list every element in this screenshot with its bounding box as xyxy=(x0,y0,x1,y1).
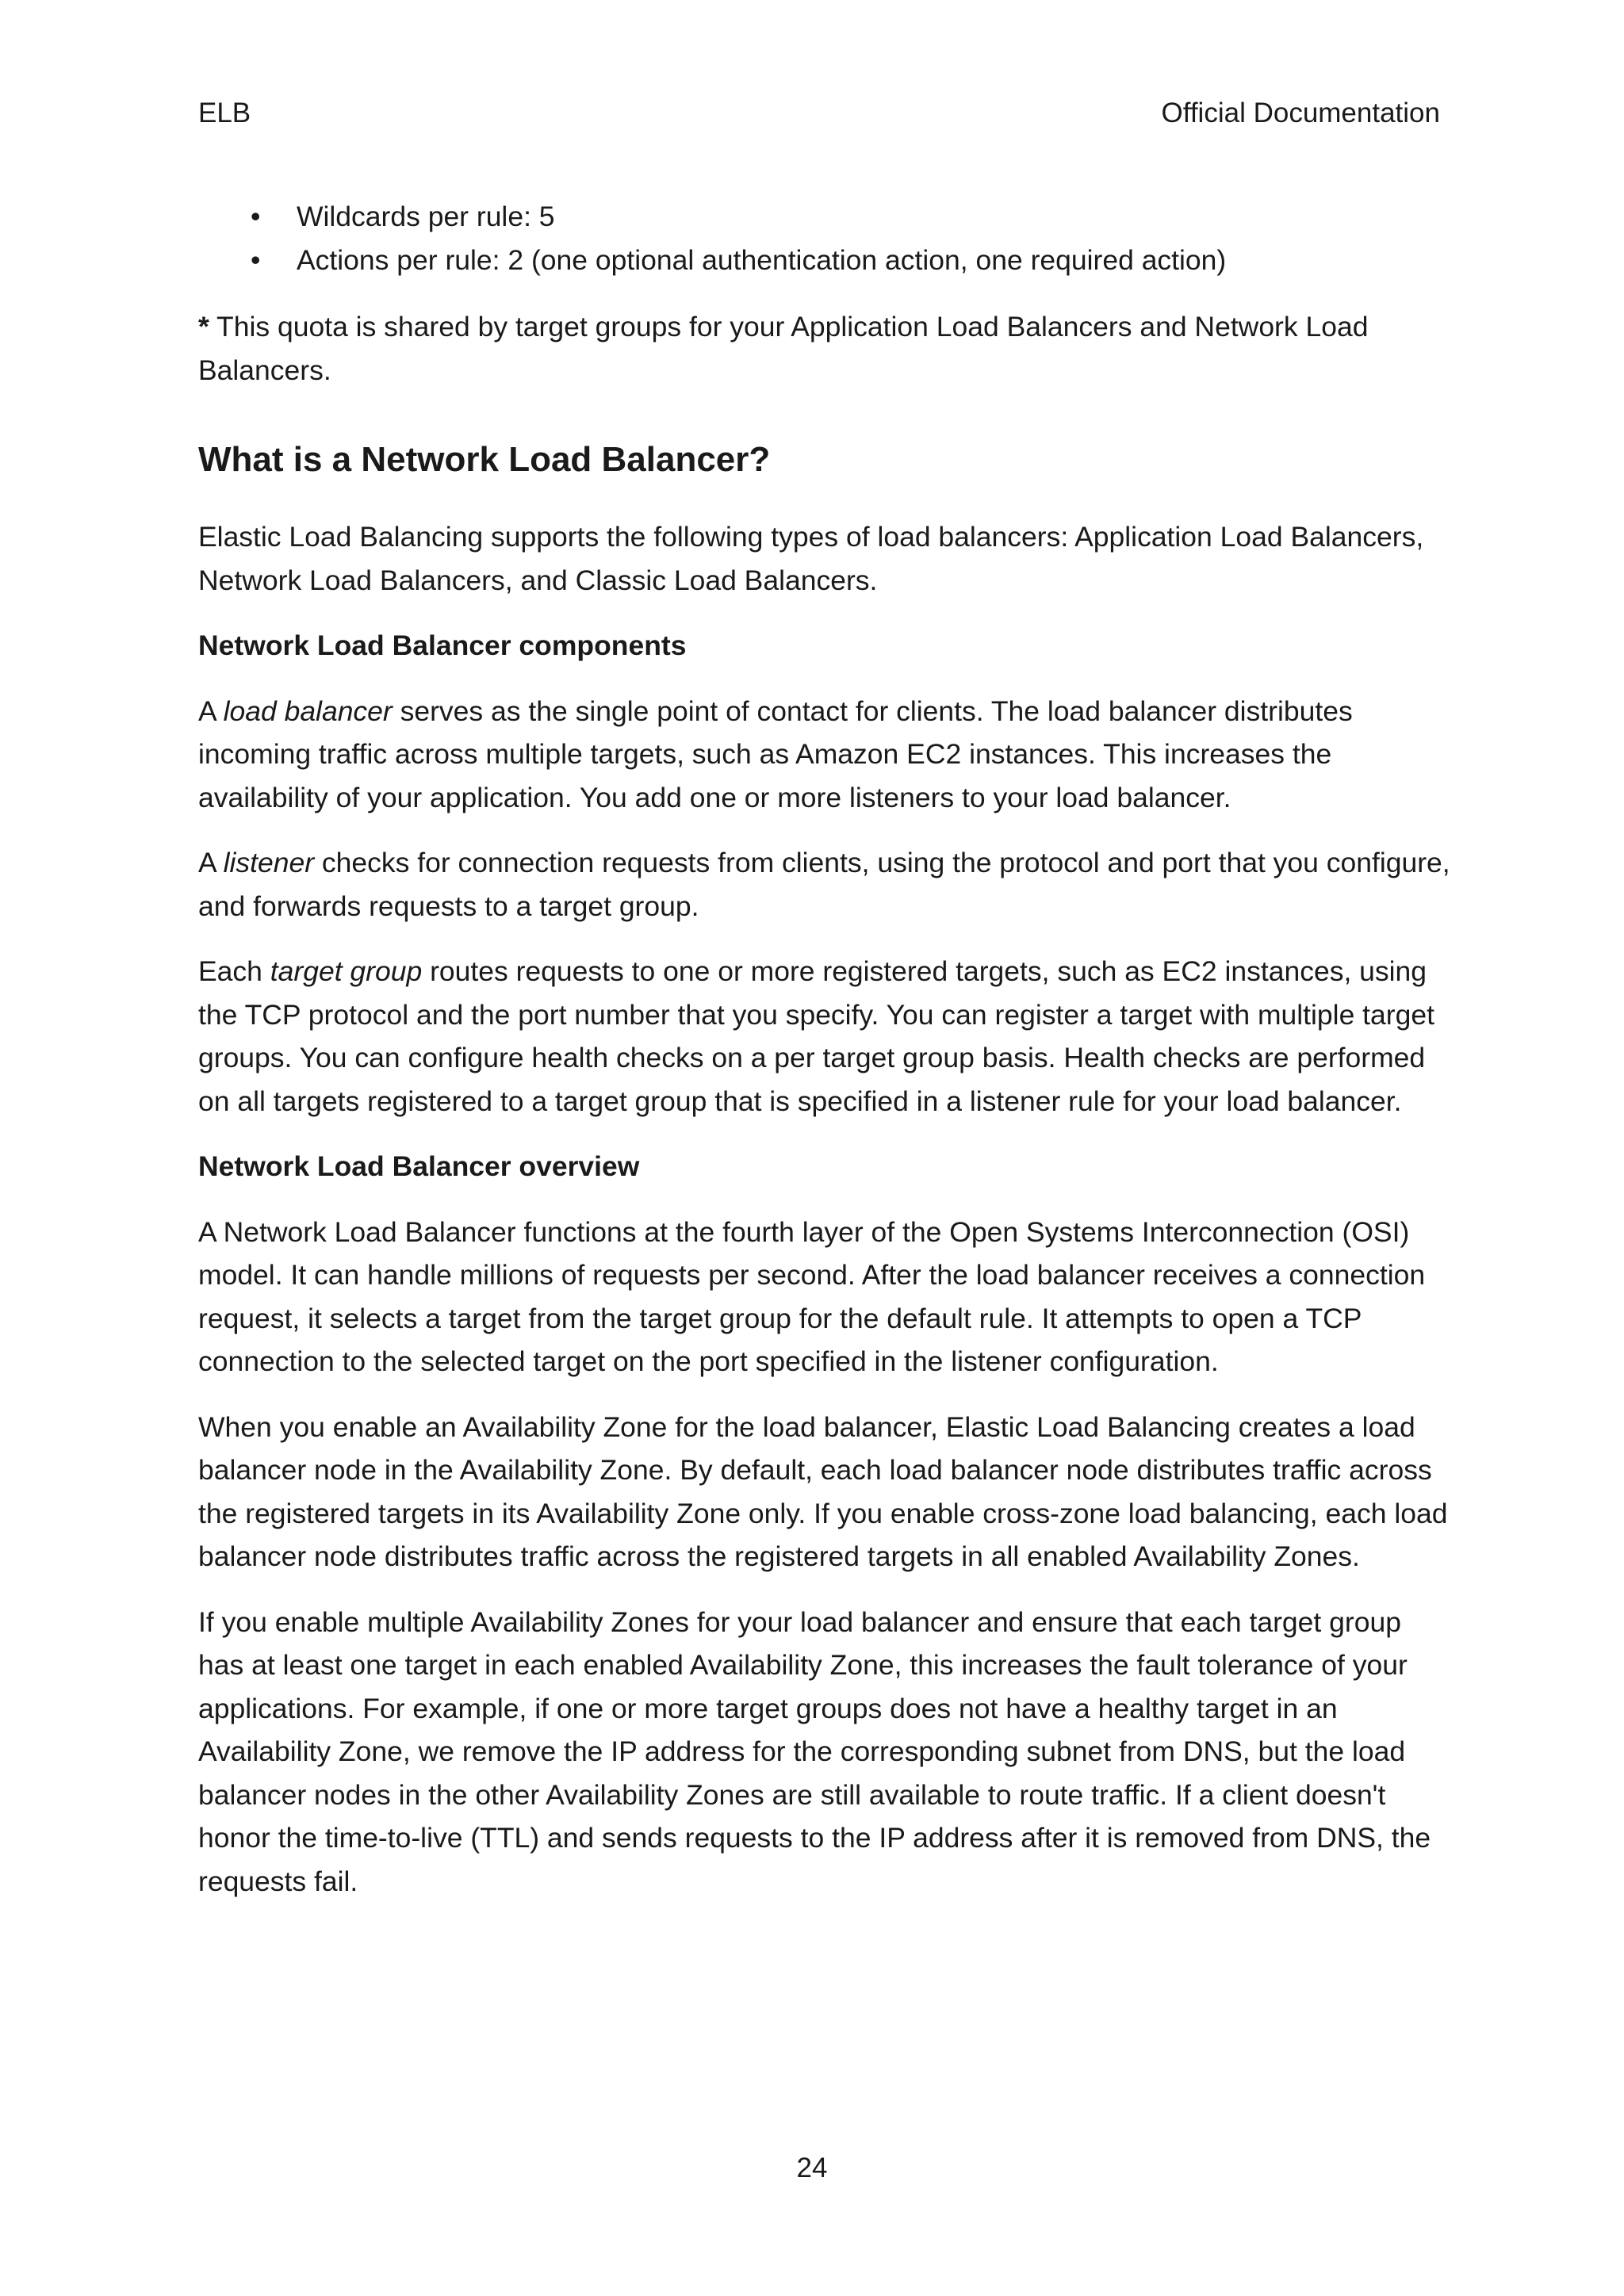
quota-note-text: This quota is shared by target groups for your Application Load Balancers and Network Load Balancers. xyxy=(198,311,1369,386)
header-doc-type: Official Documentation xyxy=(1161,98,1440,128)
term-load-balancer: load balancer xyxy=(223,695,393,727)
list-item-text: Wildcards per rule: 5 xyxy=(297,201,555,232)
quota-note xyxy=(198,305,1451,392)
page-header xyxy=(198,94,1440,133)
list-item xyxy=(198,239,1451,282)
bullet-icon: • xyxy=(251,201,261,232)
paragraph-text: serves as the single point of contact for clients. The load balancer distributes incoming traffic across multiple targets, such as Amazon EC2 instances. This increases the availability of your application. You add one or more listeners to your load balancer. xyxy=(198,695,1353,813)
paragraph-text: checks for connection requests from clients, using the protocol and port that you configure, and forwards requests to a target group. xyxy=(198,847,1450,922)
quota-bullet-list xyxy=(198,195,1451,281)
load-balancer-paragraph xyxy=(198,690,1451,820)
header-product-name: ELB xyxy=(198,98,251,128)
listener-paragraph xyxy=(198,841,1451,928)
overview-heading: Network Load Balancer overview xyxy=(198,1150,640,1182)
list-item xyxy=(198,195,1451,239)
intro-paragraph: Elastic Load Balancing supports the following types of load balancers: Application Load Balancers, Network Load Balancers, and Classic Load Balancers. xyxy=(198,521,1424,596)
paragraph-text: Each xyxy=(198,955,270,987)
list-item-text: Actions per rule: 2 (one optional authentication action, one required action) xyxy=(297,243,1227,276)
quota-note-star: * xyxy=(198,311,209,342)
term-target-group: target group xyxy=(270,955,423,987)
bullet-icon: • xyxy=(251,243,261,276)
fault-tolerance-paragraph: If you enable multiple Availability Zones for your load balancer and ensure that each target group has at least one target in each enabled Availability Zone, this increases the fault tolerance of your applications. For example, if one or more target groups does not have a healthy target in an Availability Zone, we remove the IP address for the corresponding subnet from DNS, but the load balancer nodes in the other Availability Zones are still available to route traffic. If a client doesn't honor the time-to-live (TTL) and sends requests to the IP address after it is removed from DNS, the requests fail. xyxy=(198,1605,1431,1897)
osi-paragraph: A Network Load Balancer functions at the fourth layer of the Open Systems Interconnection (OSI) model. It can handle millions of requests per second. After the load balancer receives a connection request, it selects a target from the target group for the default rule. It attempts to open a TCP connection to the selected target on the port specified in the listener configuration. xyxy=(198,1215,1426,1377)
section-title: What is a Network Load Balancer? xyxy=(198,440,771,479)
paragraph-text: A xyxy=(198,847,224,878)
page-number: 24 xyxy=(796,2152,828,2183)
paragraph-text: routes requests to one or more registered targets, such as EC2 instances, using the TCP protocol and the port number that you specify. You can register a target with multiple target groups. You can configure health checks on a per target group basis. Health checks are performed on all targets registered to a target group that is specified in a listener rule for your load balancer. xyxy=(198,955,1434,1117)
term-listener: listener xyxy=(223,847,315,878)
target-group-paragraph xyxy=(198,950,1451,1123)
availability-zone-paragraph: When you enable an Availability Zone for the load balancer, Elastic Load Balancing creates a load balancer node in the Availability Zone. By default, each load balancer node distributes traffic across the registered targets in its Availability Zone only. If you enable cross-zone load balancing, each load balancer node distributes traffic across the registered targets in all enabled Availability Zones. xyxy=(198,1410,1448,1572)
paragraph-text: A xyxy=(198,695,224,727)
page-content xyxy=(198,195,1451,1903)
components-heading: Network Load Balancer components xyxy=(198,629,687,661)
